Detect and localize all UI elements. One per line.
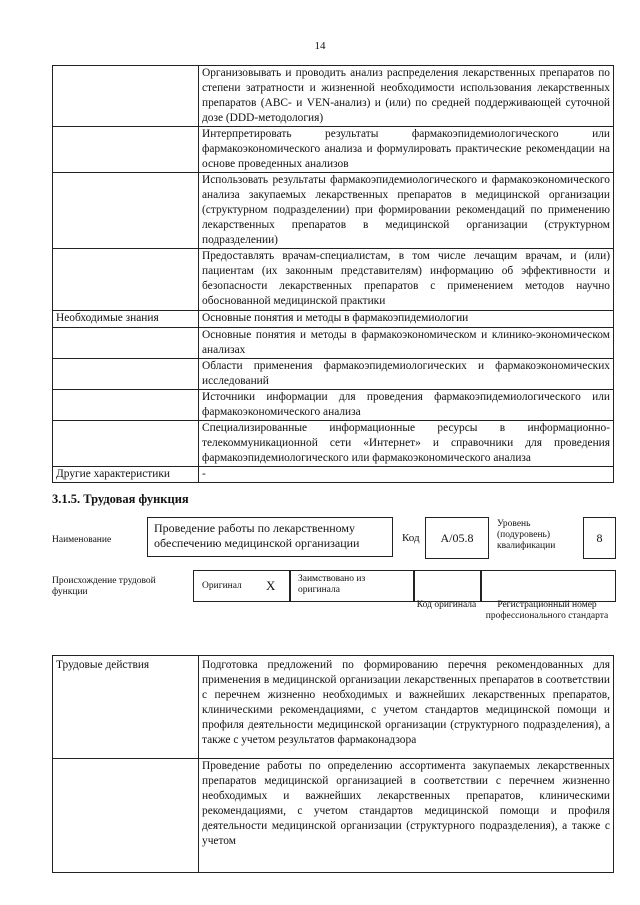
row-label [53, 249, 199, 311]
row-text: Области применения фармакоэпидемиологических и фармакоэкономических исследований [199, 359, 614, 390]
row-text: Подготовка предложений по формированию перечня рекомендованных для применения в медицинской организации лекарственных препаратов в соответствии с перечнем жизненно необходимых и важнейших лекарственных препаратов, клиническими рекомендациями, с учетом стандартов медицинской помощи и профиля деятельности медицинской организации (структурного подразделения), а также с учетом результатов фармаконадзора [199, 656, 614, 759]
requirements-table [52, 65, 614, 483]
row-label [53, 127, 199, 173]
original-cell [193, 570, 291, 602]
page-number: 14 [314, 40, 326, 52]
row-text: Интерпретировать результаты фармакоэпидемиологического или фармакоэкономического анализа и формулировать практические рекомендации на основе проведенных анализов [199, 127, 614, 173]
row-text: Специализированные информационные ресурсы в информационно-телекоммуникационной сети «Интернет» и справочники для проведения фармакоэпидемиологического или фармакоэкономического анализа [199, 421, 614, 467]
table-row [53, 66, 614, 127]
original-label: Оригинал [202, 581, 242, 591]
row-label [53, 421, 199, 467]
code-label: Код [402, 532, 420, 544]
function-name-box: Проведение работы по лекарственному обеспечению медицинской организации [147, 517, 393, 557]
level-label: Уровень (подуровень) квалификации [497, 519, 556, 551]
row-text: Предоставлять врачам-специалистам, в том числе лечащим врачам, и (или) пациентам (их законным представителям) информацию об эффективности и безопасности лекарственных препаратов с применением методов научно обоснованной медицинской практики [199, 249, 614, 311]
row-label [53, 759, 199, 873]
row-label [53, 359, 199, 390]
code-box: А/05.8 [425, 517, 489, 559]
table-row [53, 249, 614, 311]
level-box: 8 [583, 517, 616, 559]
table-row [53, 328, 614, 359]
row-text: Основные понятия и методы в фармакоэпидемиологии [199, 311, 614, 328]
original-mark: X [266, 578, 276, 593]
code-original-caption: Код оригинала [416, 600, 477, 610]
row-label [53, 328, 199, 359]
table-row [53, 390, 614, 421]
section-title: 3.1.5. Трудовая функция [52, 492, 189, 506]
table-row [53, 467, 614, 483]
table-row [53, 421, 614, 467]
reg-number-cell [480, 570, 616, 602]
borrowed-label: Заимствовано из оригинала [298, 574, 366, 595]
reg-number-caption: Регистрационный номер профессионального стандарта [485, 600, 609, 621]
row-text: - [199, 467, 614, 483]
table-row [53, 127, 614, 173]
row-text: Использовать результаты фармакоэпидемиологического и фармакоэкономического анализа закупаемых лекарственных препаратов в медицинской организации (структурном подразделении) при формировании рекомендаций по применению лекарственных препаратов в медицинской организации (структурном подразделении) [199, 173, 614, 249]
row-label [53, 66, 199, 127]
name-label: Наименование [52, 535, 112, 545]
borrowed-cell [289, 570, 415, 602]
row-label [53, 390, 199, 421]
row-text: Проведение работы по определению ассортимента закупаемых лекарственных препаратов медицинской организацией в соответствии с перечнем жизненно необходимых и важнейших лекарственных препаратов, клиническими рекомендациями, с учетом стандартов медицинской помощи и профиля деятельности медицинской организации (структурного подразделения), а также с учетом [199, 759, 614, 873]
table-row [53, 359, 614, 390]
row-text: Источники информации для проведения фармакоэпидемиологического или фармакоэкономического анализа [199, 390, 614, 421]
origin-label: Происхождение трудовой функции [52, 576, 156, 597]
table-row [53, 173, 614, 249]
table-row [53, 656, 614, 759]
row-text: Организовывать и проводить анализ распределения лекарственных препаратов по степени затратности и жизненной необходимости использования лекарственных препаратов (ABC- и VEN-анализ) и (или) по средней поддерживающей суточной дозе (DDD-методология) [199, 66, 614, 127]
row-label: Необходимые знания [53, 311, 199, 328]
code-original-cell [413, 570, 482, 602]
labor-actions-table [52, 655, 614, 873]
row-text: Основные понятия и методы в фармакоэкономическом и клинико-экономическом анализах [199, 328, 614, 359]
row-label: Другие характеристики [53, 467, 199, 483]
table-row [53, 311, 614, 328]
table-row [53, 759, 614, 873]
row-label [53, 173, 199, 249]
row-label: Трудовые действия [53, 656, 199, 759]
